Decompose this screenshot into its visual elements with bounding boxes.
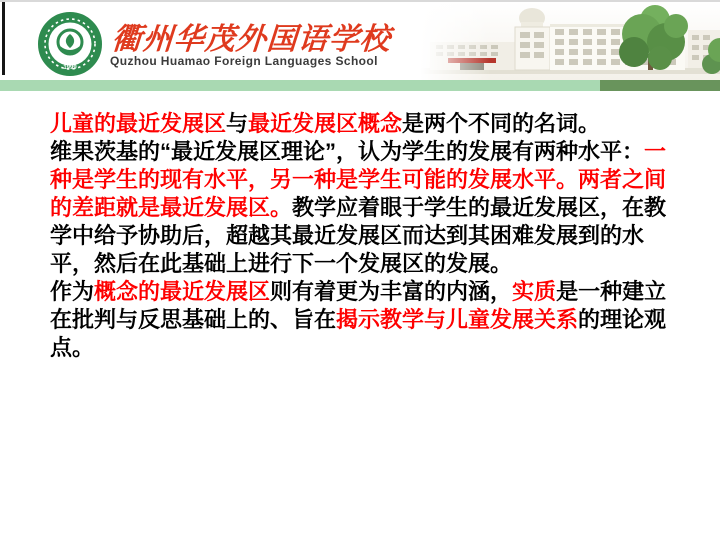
body-text: 维果茨基的“最近发展区理论”，认为学生的发展有两种水平： [50, 139, 645, 164]
paragraph-vygotsky-theory [50, 138, 678, 278]
school-emblem-graphic [38, 12, 102, 76]
campus-photo-graphic [420, 2, 720, 80]
emphasis-text: 一种是学生的现有水平，另一种是学生可能的发展水平。两者之间的差距就是最近发展区。 [50, 139, 667, 220]
emphasis-text: 实质 [512, 279, 557, 304]
divider-band-dark [600, 80, 720, 91]
paragraph-term-distinction [50, 110, 678, 138]
body-text: 是两个不同的名词。 [402, 111, 601, 136]
emphasis-text: 概念的最近发展区 [94, 279, 271, 304]
divider-band-light [0, 80, 600, 91]
body-text: 则有着更为丰富的内涵， [270, 279, 513, 304]
paragraph-concept-meaning [50, 278, 678, 362]
school-emblem-icon [38, 12, 102, 76]
emphasis-text: 最近发展区概念 [248, 111, 403, 136]
body-text: 是一种建立在批判与反思基础上的、旨在 [50, 279, 667, 332]
body-text: 与 [226, 111, 249, 136]
header-left-accent-bar [2, 2, 5, 75]
emphasis-text: 儿童的最近发展区 [50, 111, 227, 136]
body-text: 作为 [50, 279, 95, 304]
body-text: 教学应着眼于学生的最近发展区，在教学中给予协助后，超越其最近发展区而达到其困难发展到的水平，然后在此基础上进行下一个发展区的发展。 [50, 195, 667, 276]
school-name-english: Quzhou Huamao Foreign Languages School [110, 54, 378, 68]
campus-building-illustration [420, 2, 720, 80]
slide-header [0, 2, 720, 80]
emblem-year-text: 1999 [63, 65, 77, 71]
slide-body-text [50, 110, 678, 362]
school-name-chinese: 衢州华茂外国语学校 [110, 22, 392, 57]
emphasis-text: 揭示教学与儿童发展关系 [336, 307, 579, 332]
body-text: 的理论观点。 [50, 307, 667, 360]
